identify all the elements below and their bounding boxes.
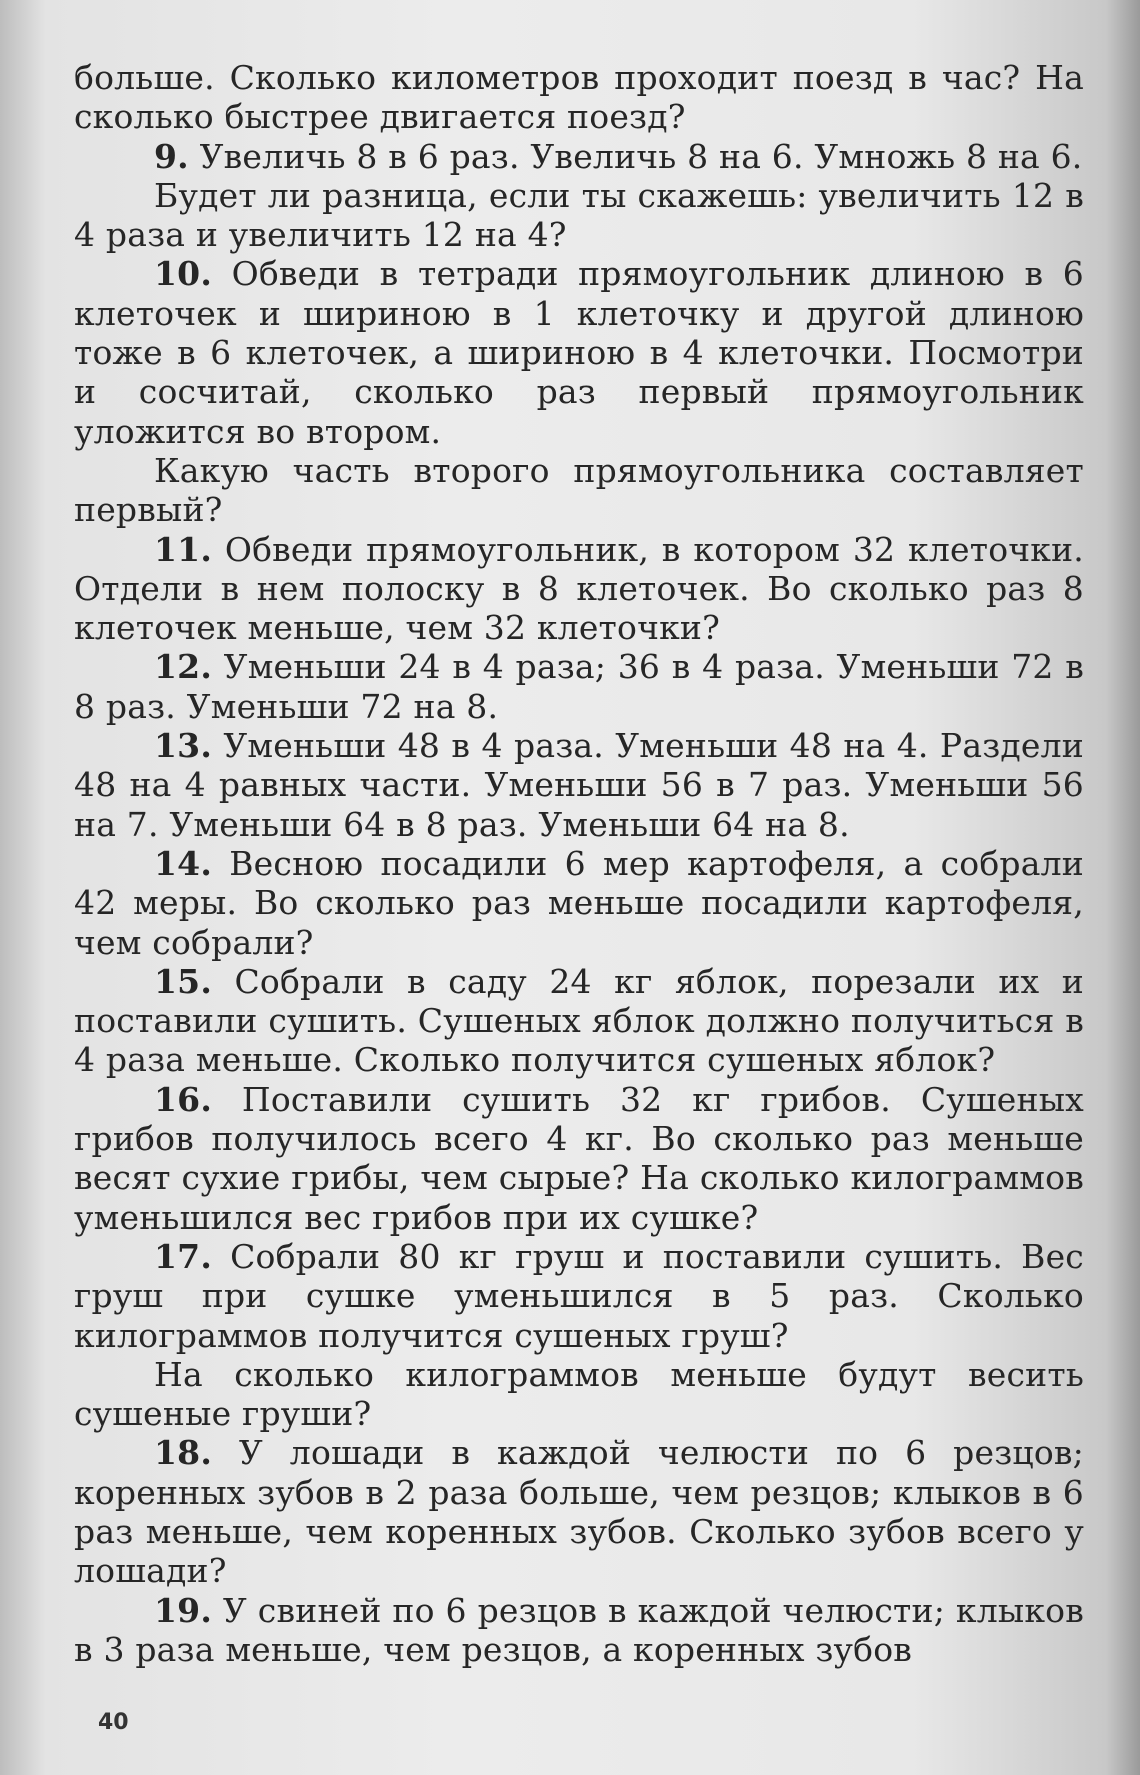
problem-13 (74, 726, 1084, 844)
paragraph-text: больше. Сколько километров проходит поезд в час? На сколько быстрее двигается поезд? (74, 58, 1084, 137)
problem-number: 12. (154, 647, 213, 687)
problem-10-followup (74, 451, 1084, 530)
paragraph-text: Весною посадили 6 мер картофеля, а собрали 42 меры. Во сколько раз меньше посадили картофеля, чем собрали? (74, 843, 1084, 962)
problem-number: 11. (154, 529, 213, 569)
paragraph-text: Уменьши 48 в 4 раза. Уменьши 48 на 4. Раздели 48 на 4 равных части. Уменьши 56 в 7 раз. Уменьши 56 на 7. Уменьши 64 в 8 раз. Уменьши 64 на 8. (74, 726, 1084, 844)
paragraph-text: Будет ли разница, если ты скажешь: увеличить 12 в 4 раза и увеличить 12 на 4? (74, 175, 1084, 255)
problem-number: 14. (154, 843, 213, 883)
paragraph-text: Увеличь 8 в 6 раз. Увеличь 8 на 6. Умножь 8 на 6. (199, 136, 1083, 176)
problem-12 (74, 647, 1084, 726)
problem-11 (74, 530, 1084, 648)
problem-9-followup (74, 176, 1084, 255)
problem-number: 18. (154, 1433, 213, 1473)
page-text (74, 58, 1084, 1669)
problem-16 (74, 1080, 1084, 1237)
paragraph-text: Собрали 80 кг груш и поставили сушить. Вес груш при сушке уменьшился в 5 раз. Сколько килограммов получится сушеных груш? (74, 1236, 1084, 1355)
paragraph-text: Какую часть второго прямоугольника составляет первый? (74, 450, 1084, 530)
problem-number: 17. (154, 1236, 213, 1276)
paragraph-continuation (74, 58, 1084, 137)
problem-17 (74, 1237, 1084, 1355)
paragraph-text: Уменьши 24 в 4 раза; 36 в 4 раза. Уменьши 72 в 8 раз. Уменьши 72 на 8. (74, 647, 1084, 726)
problem-17-followup (74, 1355, 1084, 1434)
problem-number: 15. (154, 961, 213, 1001)
problem-19 (74, 1591, 1084, 1670)
problem-number: 13. (154, 726, 213, 766)
paragraph-text: Собрали в саду 24 кг яблок, порезали их и поставили сушить. Сушеных яблок должно получиться в 4 раза меньше. Сколько получится сушеных яблок? (74, 961, 1084, 1080)
problem-number: 10. (154, 254, 213, 294)
problem-9 (74, 137, 1084, 176)
problem-number: 16. (154, 1079, 213, 1119)
problem-18 (74, 1433, 1084, 1590)
paragraph-text: Обведи прямоугольник, в котором 32 клеточки. Отдели в нем полоску в 8 клеточек. Во сколько раз 8 клеточек меньше, чем 32 клеточки? (74, 529, 1084, 648)
problem-10 (74, 254, 1084, 450)
paragraph-text: У лошади в каждой челюсти по 6 резцов; коренных зубов в 2 раза больше, чем резцов; клыков в 6 раз меньше, чем коренных зубов. Сколько зубов всего у лошади? (74, 1433, 1084, 1591)
paragraph-text: Обведи в тетради прямоугольник длиною в 6 клеточек и шириною в 1 клеточку и другой длиною тоже в 6 клеточек, а шириною в 4 клеточки. Посмотри и сосчитай, сколько раз первый прямоугольник уложится во втором. (74, 254, 1084, 451)
paragraph-text: У свиней по 6 резцов в каждой челюсти; клыков в 3 раза меньше, чем резцов, а коренных зубов (74, 1590, 1085, 1669)
page-number: 40 (98, 1710, 129, 1735)
problem-number: 9. (154, 136, 189, 176)
paragraph-text: На сколько килограммов меньше будут весить сушеные груши? (74, 1354, 1084, 1434)
problem-15 (74, 962, 1084, 1080)
problem-14 (74, 844, 1084, 962)
paragraph-text: Поставили сушить 32 кг грибов. Сушеных грибов получилось всего 4 кг. Во сколько раз меньше весят сухие грибы, чем сырые? На сколько килограммов уменьшился вес грибов при их сушке? (74, 1079, 1084, 1237)
problem-number: 19. (154, 1590, 213, 1630)
